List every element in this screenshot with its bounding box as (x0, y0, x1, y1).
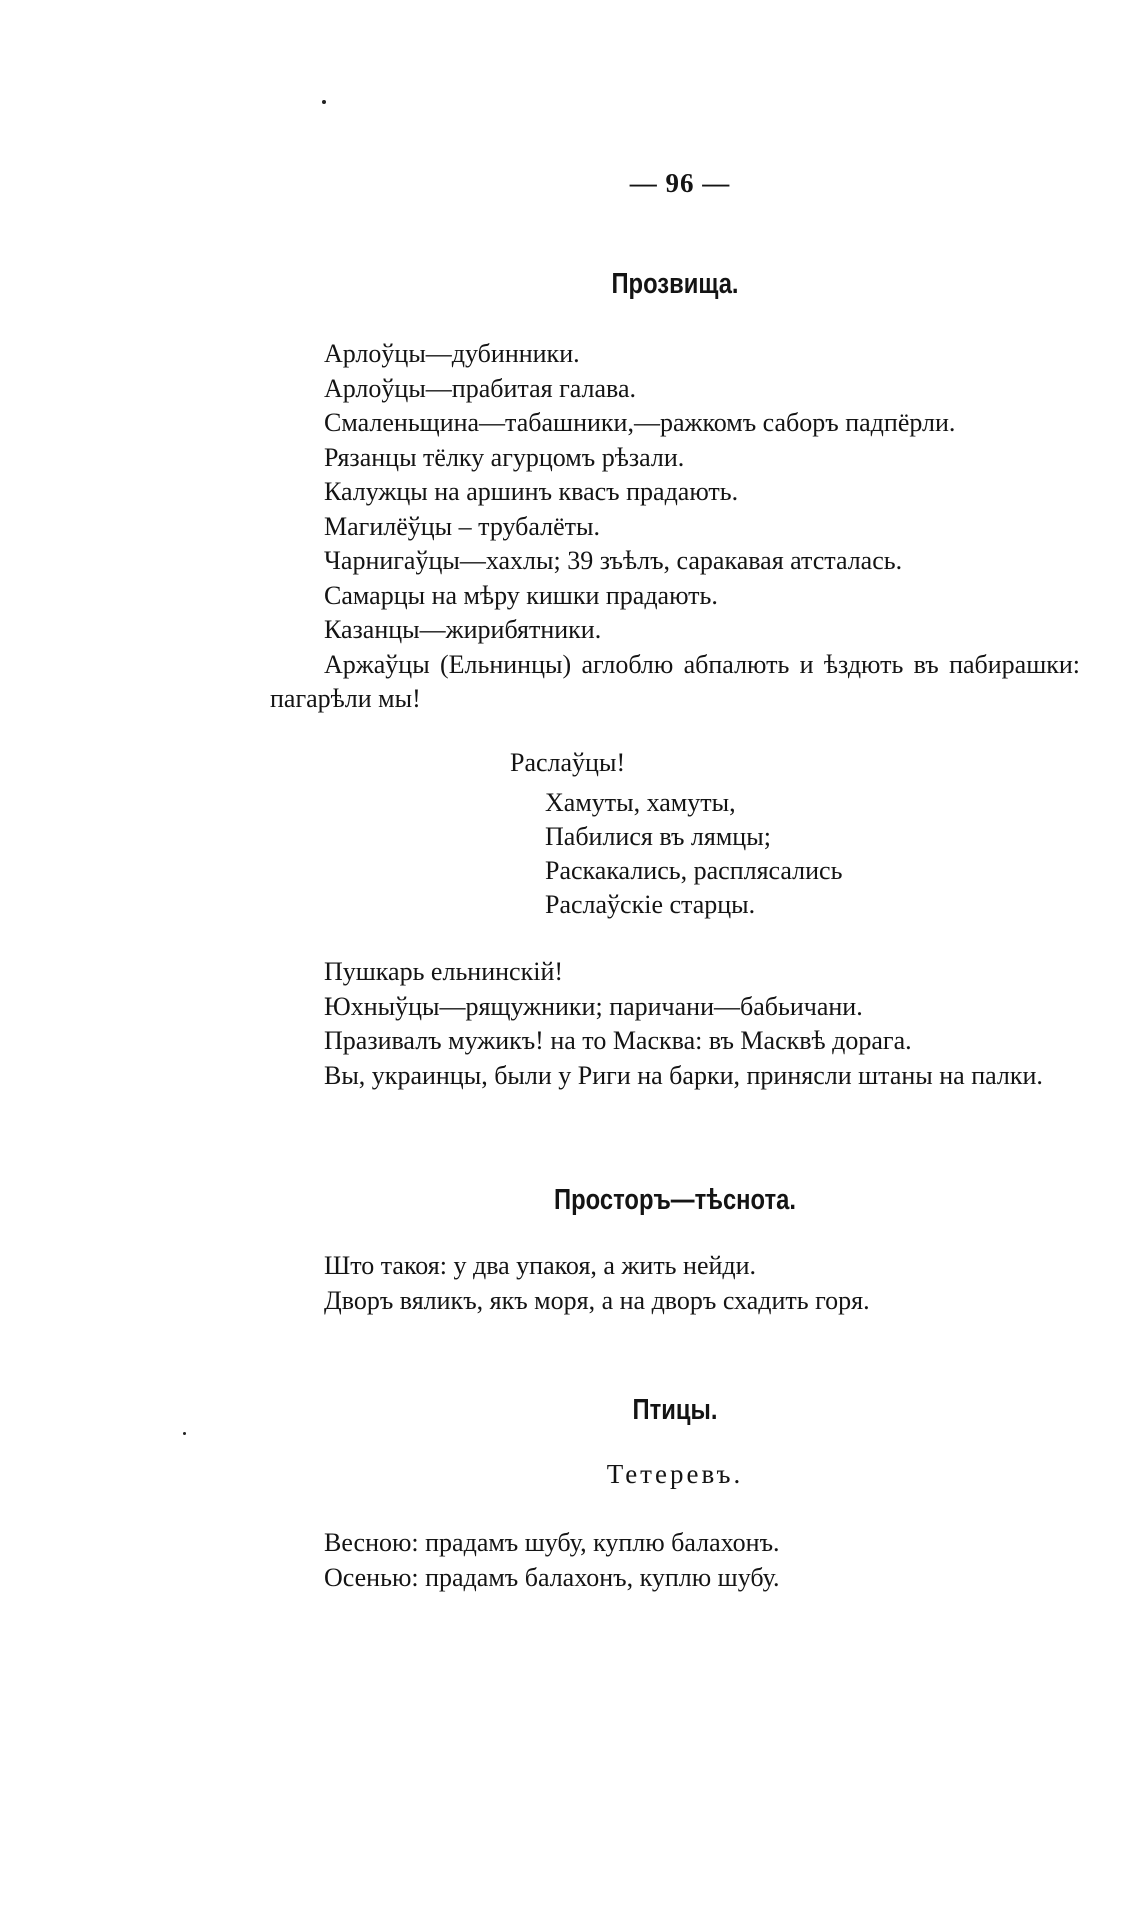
text-line: Магилёўцы – трубалёты. (324, 511, 600, 541)
text-paragraph: Аржаўцы (Ельнинцы) аглоблю абпалють и ѣздють въ пабирашки: пагарѣли мы! (270, 649, 1080, 713)
nicknames-lines (270, 337, 1080, 717)
verse-line: Раслаўскiе старцы. (545, 890, 756, 919)
text-line: Пушкарь ельнинскiй! (324, 957, 564, 986)
text-line: Калужцы на аршинъ квасъ прадають. (324, 477, 739, 506)
text-line: Весною: прадамъ шубу, куплю балахонъ. (324, 1528, 780, 1557)
verse-block (545, 786, 842, 922)
page-number: — 96 — (629, 168, 731, 198)
text-line: Юхныўцы—рящужники; паричани—бабьичани. (324, 991, 863, 1021)
section-title-nicknames: Прозвища. (611, 268, 739, 300)
nicknames-lines-after (270, 955, 1080, 1093)
text-line: Казанцы—жирибятники. (324, 615, 602, 644)
section-subtitle-birds: Тетеревъ. (606, 1459, 744, 1489)
text-paragraph: Вы, украинцы, были у Риги на барки, принясли штаны на палки. (324, 1060, 1043, 1090)
birds-lines (270, 1526, 1080, 1595)
verse-line: Пабилися въ лямцы; (545, 822, 771, 851)
space-lines (270, 1249, 1080, 1318)
ink-speck (322, 100, 326, 104)
ink-speck (183, 1432, 186, 1435)
verse-intro: Раслаўцы! (510, 748, 626, 777)
text-line: Рязанцы тёлку агурцомъ рѣзали. (324, 442, 685, 472)
verse-line: Хамуты, хамуты, (545, 788, 736, 817)
text-line: Чарнигаўцы—хахлы; 39 зъѣлъ, саракавая атсталась. (324, 546, 903, 575)
text-line: Празивалъ мужикъ! на то Масква: въ Масквѣ дорага. (324, 1026, 912, 1055)
text-line: Осенью: прадамъ балахонъ, куплю шубу. (324, 1562, 780, 1592)
text-line: Самарцы на мѣру кишки прадають. (324, 580, 718, 610)
text-line: Што такоя: у два упакоя, а жить нейди. (324, 1251, 757, 1280)
section-title-birds: Птицы. (632, 1394, 718, 1426)
text-line: Арлоўцы—дубинники. (324, 339, 580, 368)
verse-line: Раскакались, расплясались (545, 856, 843, 885)
text-line: Дворъ вяликъ, якъ моря, а на дворъ схадить горя. (324, 1285, 870, 1315)
section-title-space: Просторъ—тѣснота. (554, 1184, 796, 1216)
text-line: Арлоўцы—прабитая галава. (324, 373, 636, 403)
text-line: Смаленьщина—табашники,—ражкомъ саборъ падпёрли. (324, 408, 956, 437)
